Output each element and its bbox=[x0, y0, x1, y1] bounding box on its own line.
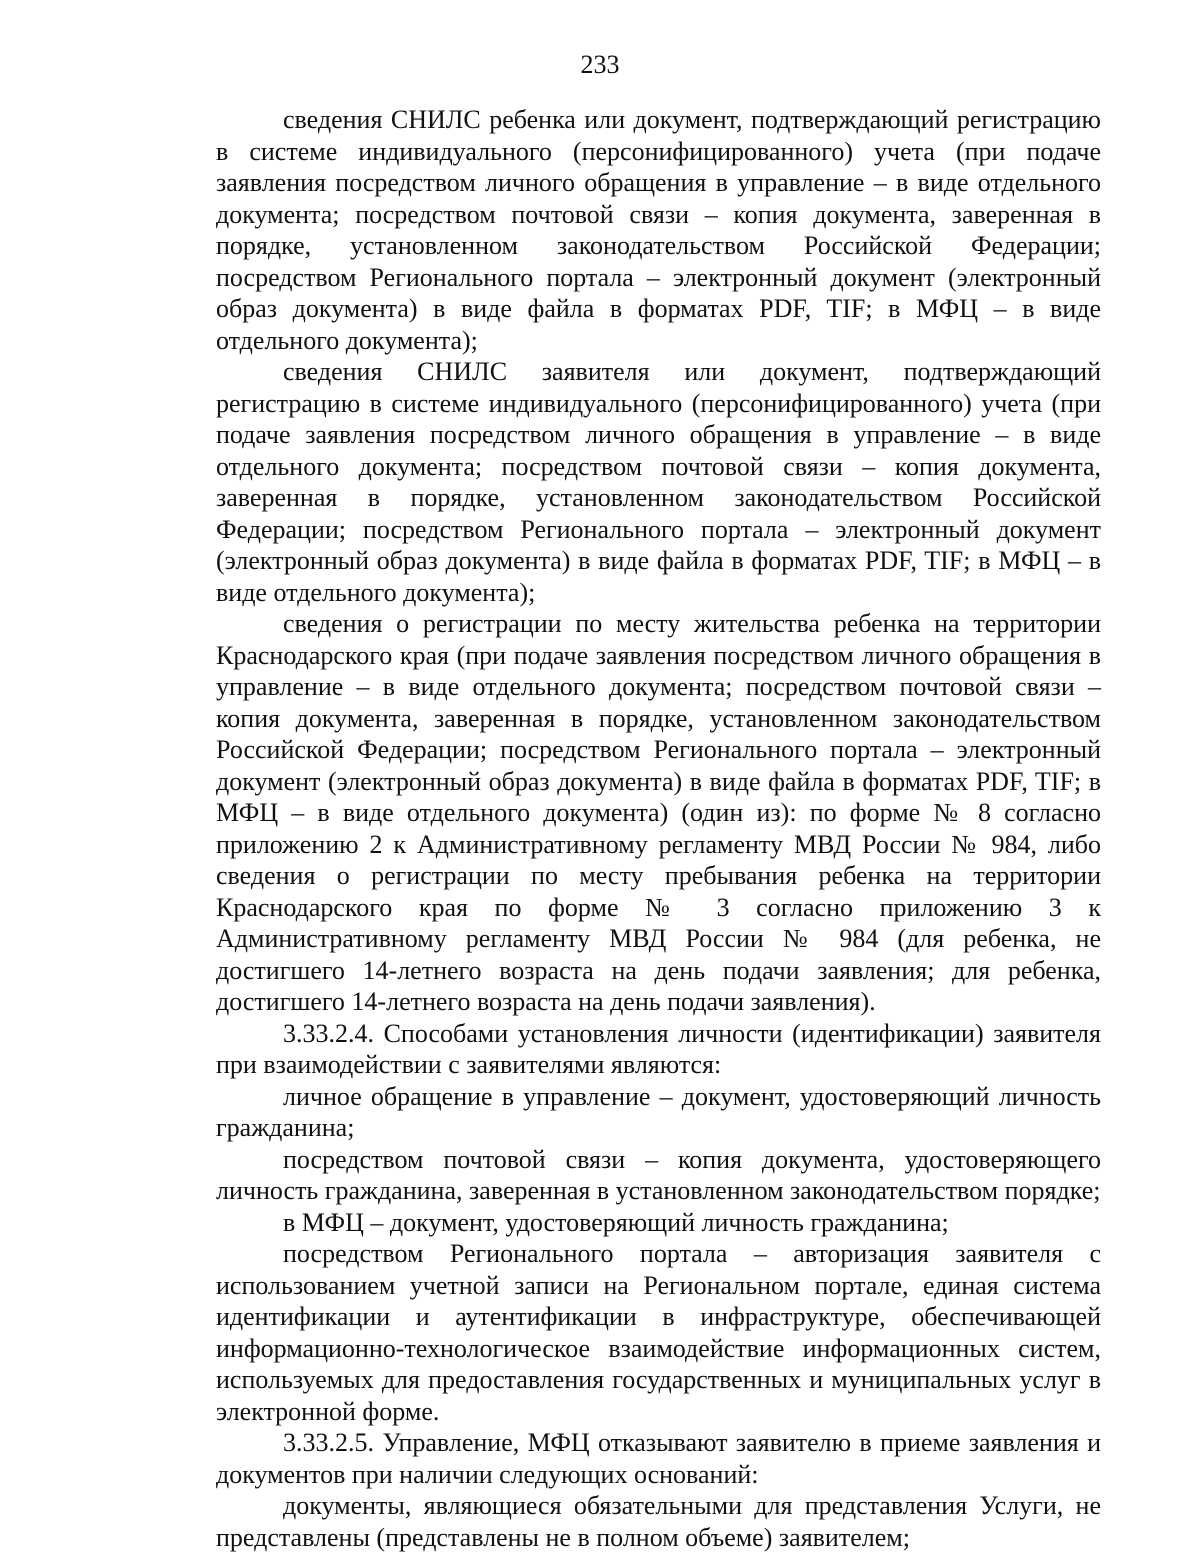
paragraph-regional-portal: посредством Регионального портала – авторизация заявителя с использованием учетной записи на Региональном портале, единая система идентификации и аутентификации в инфраструктуре, обеспечивающей информационно-технологическое взаимодействие информационных систем, используемых для предоставления государственных и муниципальных услуг в электронной форме. bbox=[216, 1239, 1101, 1426]
paragraph-personal-visit: личное обращение в управление – документ, удостоверяющий личность гражданина; bbox=[216, 1081, 1101, 1142]
paragraph-3-33-2-4: 3.33.2.4. Способами установления личности (идентификации) заявителя при взаимодействии с заявителями являются: bbox=[216, 1018, 1101, 1079]
paragraph-postal: посредством почтовой связи – копия документа, удостоверяющего личность гражданина, заверенная в установленном законодательством порядке; bbox=[216, 1144, 1101, 1205]
paragraph-snils-applicant: сведения СНИЛС заявителя или документ, подтверждающий регистрацию в системе индивидуального (персонифицированного) учета (при подаче заявления посредством личного обращения в управление – в виде отдельного документа; посредством почтовой связи – копия документа, заверенная в порядке, установленном законодательством Российской Федерации; посредством Регионального портала – электронный документ (электронный образ документа) в виде файла в форматах PDF, TIF; в МФЦ – в виде отдельного документа); bbox=[216, 357, 1101, 607]
page-number: 233 bbox=[580, 50, 620, 79]
paragraph-3-33-2-5: 3.33.2.5. Управление, МФЦ отказывают заявителю в приеме заявления и документов при наличии следующих оснований: bbox=[216, 1428, 1101, 1489]
paragraph-snils-child: сведения СНИЛС ребенка или документ, подтверждающий регистрацию в системе индивидуального (персонифицированного) учета (при подаче заявления посредством личного обращения в управление – в виде отдельного документа; посредством почтовой связи – копия документа, заверенная в порядке, установленном законодательством Российской Федерации; посредством Регионального портала – электронный документ (электронный образ документа) в виде файла в форматах PDF, TIF; в МФЦ – в виде отдельного документа); bbox=[216, 105, 1101, 355]
document-body bbox=[216, 104, 1101, 1553]
paragraph-documents-not-submitted: документы, являющиеся обязательными для представления Услуги, не представлены (представлены не в полном объеме) заявителем; bbox=[216, 1491, 1101, 1552]
paragraph-mfc: в МФЦ – документ, удостоверяющий личность гражданина; bbox=[283, 1207, 949, 1237]
paragraph-registration-child: сведения о регистрации по месту жительства ребенка на территории Краснодарского края (при подаче заявления посредством личного обращения в управление – в виде отдельного документа; посредством почтовой связи – копия документа, заверенная в порядке, установленном законодательством Российской Федерации; посредством Регионального портала – электронный документ (электронный образ документа) в виде файла в форматах PDF, TIF; в МФЦ – в виде отдельного документа) (один из): по форме № 8 согласно приложению 2 к Административному регламенту МВД России № 984, либо сведения о регистрации по месту пребывания ребенка на территории Краснодарского края по форме № 3 согласно приложению 3 к Административному регламенту МВД России № 984 (для ребенка, не достигшего 14-летнего возраста на день подачи заявления; для ребенка, достигшего 14-летнего возраста на день подачи заявления). bbox=[216, 609, 1101, 1016]
